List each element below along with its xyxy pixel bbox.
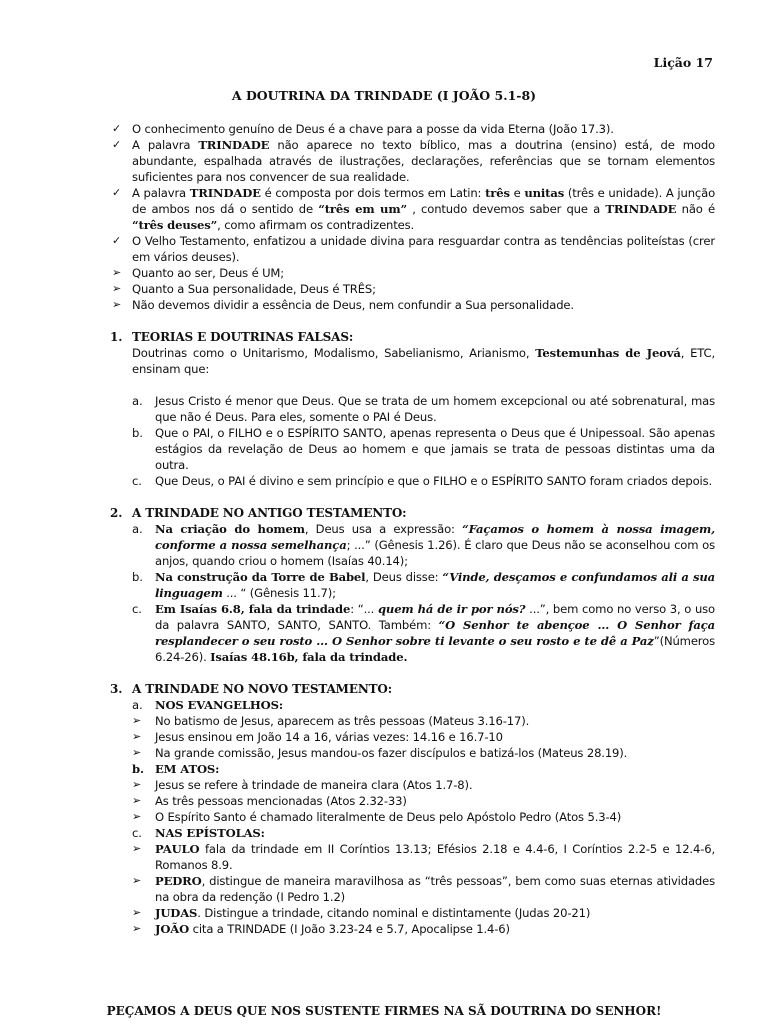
intro-item <box>110 265 715 281</box>
item-quote: “O Senhor te abençoe ... O Senhor faça resplandecer o seu rosto ... O Senhor sobre ti levante o seu rosto e te dê a Paz <box>155 618 715 648</box>
intro-text: Não devemos dividir a essência de Deus, nem confundir a Sua personalidade. <box>132 298 574 312</box>
intro-emphasis: TRINDADE <box>189 186 261 200</box>
intro-emphasis: unitas <box>524 186 565 200</box>
intro-emphasis: “três deuses” <box>132 218 218 232</box>
intro-emphasis: “três em um” <box>318 202 407 216</box>
item-letter: a. <box>132 394 143 408</box>
check-icon: ✓ <box>112 234 122 247</box>
list-item <box>110 569 715 601</box>
check-icon: ✓ <box>112 122 122 135</box>
list-item <box>110 905 715 921</box>
subsection-title: EM ATOS: <box>155 762 220 776</box>
item-text: fala da trindade em II Coríntios 13.13; Efésios 2.18 e 4.4-6, I Coríntios 2.2-5 e 12.4-6, Romanos 8.9. <box>155 842 715 872</box>
intro-text: é composta por dois termos em Latin: <box>260 186 486 200</box>
intro-text: (três e unidade). A junção de ambos nos dá o sentido de <box>132 186 716 216</box>
arrow-icon: ➢ <box>112 298 122 311</box>
item-text: , Deus usa a expressão: <box>304 522 463 536</box>
item-letter: c. <box>132 826 142 840</box>
item-text: Que o PAI, o FILHO e o ESPÍRITO SANTO, apenas representa o Deus que é Unipessoal. São apenas estágios da revelação de Deus ao homem e que jamais se trata de pessoas distintas uma da outra. <box>155 426 715 472</box>
check-icon: ✓ <box>112 138 122 151</box>
intro-text: Quanto a Sua personalidade, Deus é TRÊS; <box>132 282 376 296</box>
item-text: . Distingue a trindade, citando nominal e distintamente (Judas 20-21) <box>197 906 591 920</box>
list-item <box>110 393 715 425</box>
intro-text: não é <box>676 202 715 216</box>
list-item <box>110 521 715 569</box>
subsection-title: NAS EPÍSTOLAS: <box>155 826 265 840</box>
item-emphasis: PEDRO <box>155 874 202 888</box>
item-text: Na grande comissão, Jesus mandou-os fazer discípulos e batizá-los (Mateus 28.19). <box>155 746 628 760</box>
item-text: ... “ (Gênesis 11.7); <box>222 586 336 600</box>
intro-text: , contudo devemos saber que a <box>406 202 606 216</box>
intro-item <box>110 185 715 233</box>
section-heading <box>110 329 715 345</box>
arrow-icon: ➢ <box>132 906 142 919</box>
subsection-title: NOS EVANGELHOS: <box>155 698 283 712</box>
item-emphasis: Na construção da Torre de Babel <box>155 570 366 584</box>
arrow-icon: ➢ <box>132 778 142 791</box>
section-title: A TRINDADE NO ANTIGO TESTAMENTO: <box>132 506 407 520</box>
item-text: : “... <box>350 602 378 616</box>
list-item <box>110 793 715 809</box>
item-text: O Espírito Santo é chamado literalmente de Deus pelo Apóstolo Pedro (Atos 5.3-4) <box>155 810 622 824</box>
item-text: Que Deus, o PAI é divino e sem princípio e que o FILHO e o ESPÍRITO SANTO foram criados depois. <box>155 474 713 488</box>
item-emphasis: Em Isaías 6.8, fala da trindade <box>155 602 351 616</box>
item-text: No batismo de Jesus, aparecem as três pessoas (Mateus 3.16-17). <box>155 714 530 728</box>
item-emphasis: PAULO <box>155 842 200 856</box>
item-text: Jesus ensinou em João 14 a 16, várias vezes: 14.16 e 16.7-10 <box>155 730 503 744</box>
section-heading <box>110 505 715 521</box>
paragraph-text: , ETC, ensinam que: <box>132 346 715 376</box>
subsection-heading <box>110 697 715 713</box>
intro-text: não aparece no texto bíblico, mas a doutrina (ensino) está, de modo abundante, espalhada através de ilustrações, declarações, referências que se tornam elementos suficientes para nos convencer de sua realidade. <box>132 138 715 184</box>
arrow-icon: ➢ <box>132 794 142 807</box>
item-letter: c. <box>132 474 142 488</box>
item-letter: b. <box>132 762 144 776</box>
list-item <box>110 809 715 825</box>
intro-emphasis: TRINDADE <box>605 202 677 216</box>
intro-text: A palavra <box>132 186 190 200</box>
intro-text: Quanto ao ser, Deus é UM; <box>132 266 285 280</box>
list-item <box>110 873 715 905</box>
intro-item <box>110 281 715 297</box>
item-text: , distingue de maneira maravilhosa as “três pessoas”, bem como suas eternas atividades na obra da redenção (I Pedro 1.2) <box>155 874 715 904</box>
section-title: A TRINDADE NO NOVO TESTAMENTO: <box>132 682 392 696</box>
list-item <box>110 921 715 937</box>
list-item <box>110 777 715 793</box>
item-emphasis: JUDAS <box>155 906 198 920</box>
list-item <box>110 745 715 761</box>
item-emphasis: Na criação do homem <box>155 522 305 536</box>
section-number: 3. <box>110 682 123 696</box>
item-text: Jesus se refere à trindade de maneira clara (Atos 1.7-8). <box>155 778 473 792</box>
document-title: A DOUTRINA DA TRINDADE (I JOÃO 5.1-8) <box>231 88 537 103</box>
item-letter: c. <box>132 602 142 616</box>
intro-text: O Velho Testamento, enfatizou a unidade divina para resguardar contra as tendências politeístas (crer em vários deuses). <box>132 234 715 264</box>
item-text: Jesus Cristo é menor que Deus. Que se trata de um homem excepcional ou até sobrenatural, mas que não é Deus. Para eles, somente o PAI é Deus. <box>155 394 715 424</box>
list-item <box>110 841 715 873</box>
item-emphasis: Isaías 48.16b, fala da trindade. <box>210 650 408 664</box>
subsection-heading <box>110 761 715 777</box>
paragraph-text: Doutrinas como o Unitarismo, Modalismo, Sabelianismo, Arianismo, <box>132 346 536 360</box>
intro-text: e <box>509 186 525 200</box>
section-heading <box>110 681 715 697</box>
intro-item <box>110 137 715 185</box>
arrow-icon: ➢ <box>132 730 142 743</box>
arrow-icon: ➢ <box>112 282 122 295</box>
intro-emphasis: três <box>485 186 510 200</box>
section-paragraph <box>110 345 715 377</box>
lesson-number: Lição 17 <box>653 55 713 70</box>
section-title: TEORIAS E DOUTRINAS FALSAS: <box>132 330 354 344</box>
item-text: ...”, bem como no verso 3, o uso da palavra SANTO, SANTO, SANTO. Também: <box>155 602 715 632</box>
arrow-icon: ➢ <box>132 874 142 887</box>
intro-emphasis: TRINDADE <box>198 138 270 152</box>
intro-item <box>110 121 715 137</box>
item-quote: “Façamos o homem à nossa imagem, conforme a nossa semelhança <box>155 522 716 552</box>
list-item <box>110 729 715 745</box>
item-letter: b. <box>132 570 143 584</box>
intro-text: , como afirmam os contradizentes. <box>217 218 415 232</box>
arrow-icon: ➢ <box>132 922 142 935</box>
intro-text: A palavra <box>132 138 199 152</box>
list-item <box>110 473 715 489</box>
arrow-icon: ➢ <box>132 842 142 855</box>
section-number: 2. <box>110 506 123 520</box>
intro-text: O conhecimento genuíno de Deus é a chave para a posse da vida Eterna (João 17.3). <box>132 122 614 136</box>
check-icon: ✓ <box>112 186 122 199</box>
item-letter: a. <box>132 698 143 712</box>
list-item <box>110 425 715 473</box>
closing-statement: PEÇAMOS A DEUS QUE NOS SUSTENTE FIRMES NA SÃ DOUTRINA DO SENHOR! <box>106 1004 662 1018</box>
intro-item <box>110 297 715 313</box>
list-item <box>110 601 715 665</box>
intro-item <box>110 233 715 265</box>
item-letter: a. <box>132 522 143 536</box>
item-text: cita a TRINDADE (I João 3.23-24 e 5.7, Apocalipse 1.4-6) <box>189 922 510 936</box>
document-body <box>110 121 715 937</box>
item-text: As três pessoas mencionadas (Atos 2.32-33) <box>155 794 407 808</box>
paragraph-emphasis: Testemunhas de Jeová <box>535 346 681 360</box>
subsection-heading <box>110 825 715 841</box>
item-letter: b. <box>132 426 143 440</box>
item-quote: quem há de ir por nós? <box>377 602 526 616</box>
list-item <box>110 713 715 729</box>
section-number: 1. <box>110 330 123 344</box>
arrow-icon: ➢ <box>132 714 142 727</box>
item-text: ; ...” (Gênesis 1.26). É claro que Deus não se aconselhou com os anjos, quando criou o homem (Isaías 40.14); <box>155 538 715 568</box>
arrow-icon: ➢ <box>132 746 142 759</box>
item-text: , Deus disse: <box>365 570 443 584</box>
item-text: ”(Números 6.24-26). <box>155 634 715 664</box>
arrow-icon: ➢ <box>112 266 122 279</box>
item-quote: “Vinde, desçamos e confundamos ali a sua linguagem <box>155 570 715 600</box>
item-emphasis: JOÃO <box>155 922 190 936</box>
arrow-icon: ➢ <box>132 810 142 823</box>
